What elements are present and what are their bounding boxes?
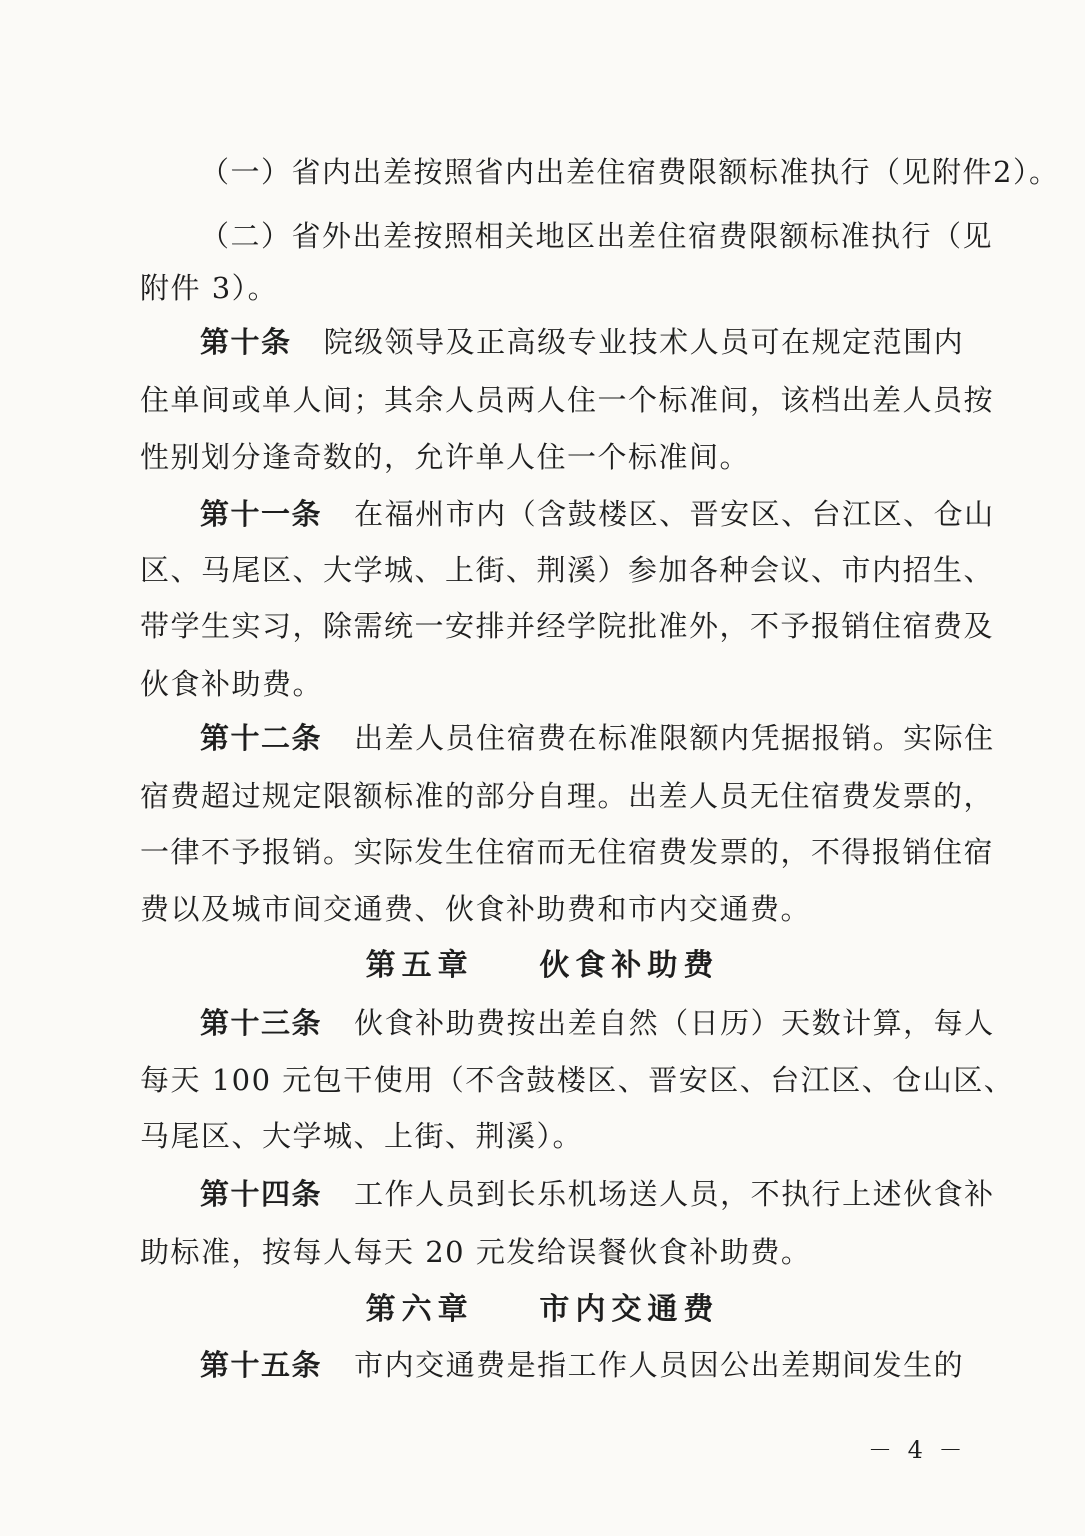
article-label: 第十五条	[200, 1348, 323, 1382]
paragraph-line: （一）省内出差按照省内出差住宿费限额标准执行（见附件2）。	[200, 155, 1060, 189]
article-label: 第十一条	[200, 497, 323, 531]
paragraph-line: 带学生实习，除需统一安排并经学院批准外，不予报销住宿费及	[140, 609, 995, 643]
paragraph-line: 每天 100 元包干使用（不含鼓楼区、晋安区、台江区、仓山区、	[140, 1063, 1015, 1097]
page-number: － 4 －	[868, 1436, 967, 1464]
paragraph-line: 费以及城市间交通费、伙食补助费和市内交通费。	[140, 892, 812, 926]
paragraph-line: （二）省外出差按照相关地区出差住宿费限额标准执行（见	[200, 219, 994, 253]
article-15: 第十五条 市内交通费是指工作人员因公出差期间发生的	[200, 1348, 965, 1382]
article-14: 第十四条 工作人员到长乐机场送人员，不执行上述伙食补	[200, 1177, 995, 1211]
paragraph-line: 住单间或单人间；其余人员两人住一个标准间，该档出差人员按	[140, 383, 995, 417]
paragraph-line: 伙食补助费。	[140, 667, 324, 701]
paragraph-line: 区、马尾区、大学城、上街、荆溪）参加各种会议、市内招生、	[140, 553, 995, 587]
article-label: 第十二条	[200, 721, 323, 755]
paragraph-line: 一律不予报销。实际发生住宿而无住宿费发票的，不得报销住宿	[140, 835, 995, 869]
article-label: 第十条	[200, 325, 292, 359]
article-10: 第十条 院级领导及正高级专业技术人员可在规定范围内	[200, 325, 965, 359]
paragraph-line: 马尾区、大学城、上街、荆溪）。	[140, 1119, 584, 1153]
article-11: 第十一条 在福州市内（含鼓楼区、晋安区、台江区、仓山	[200, 497, 995, 531]
chapter-5-heading: 第五章 伙食补助费	[365, 948, 720, 983]
article-label: 第十三条	[200, 1006, 323, 1040]
chapter-6-heading: 第六章 市内交通费	[365, 1292, 720, 1327]
paragraph-line: 性别划分逢奇数的，允许单人住一个标准间。	[140, 440, 751, 474]
article-label: 第十四条	[200, 1177, 323, 1211]
paragraph-line: 附件 3）。	[140, 271, 279, 305]
article-13: 第十三条 伙食补助费按出差自然（日历）天数计算，每人	[200, 1006, 995, 1040]
paragraph-line: 宿费超过规定限额标准的部分自理。出差人员无住宿费发票的，	[140, 779, 995, 813]
paragraph-line: 助标准，按每人每天 20 元发给误餐伙食补助费。	[140, 1235, 812, 1269]
article-12: 第十二条 出差人员住宿费在标准限额内凭据报销。实际住	[200, 721, 995, 755]
